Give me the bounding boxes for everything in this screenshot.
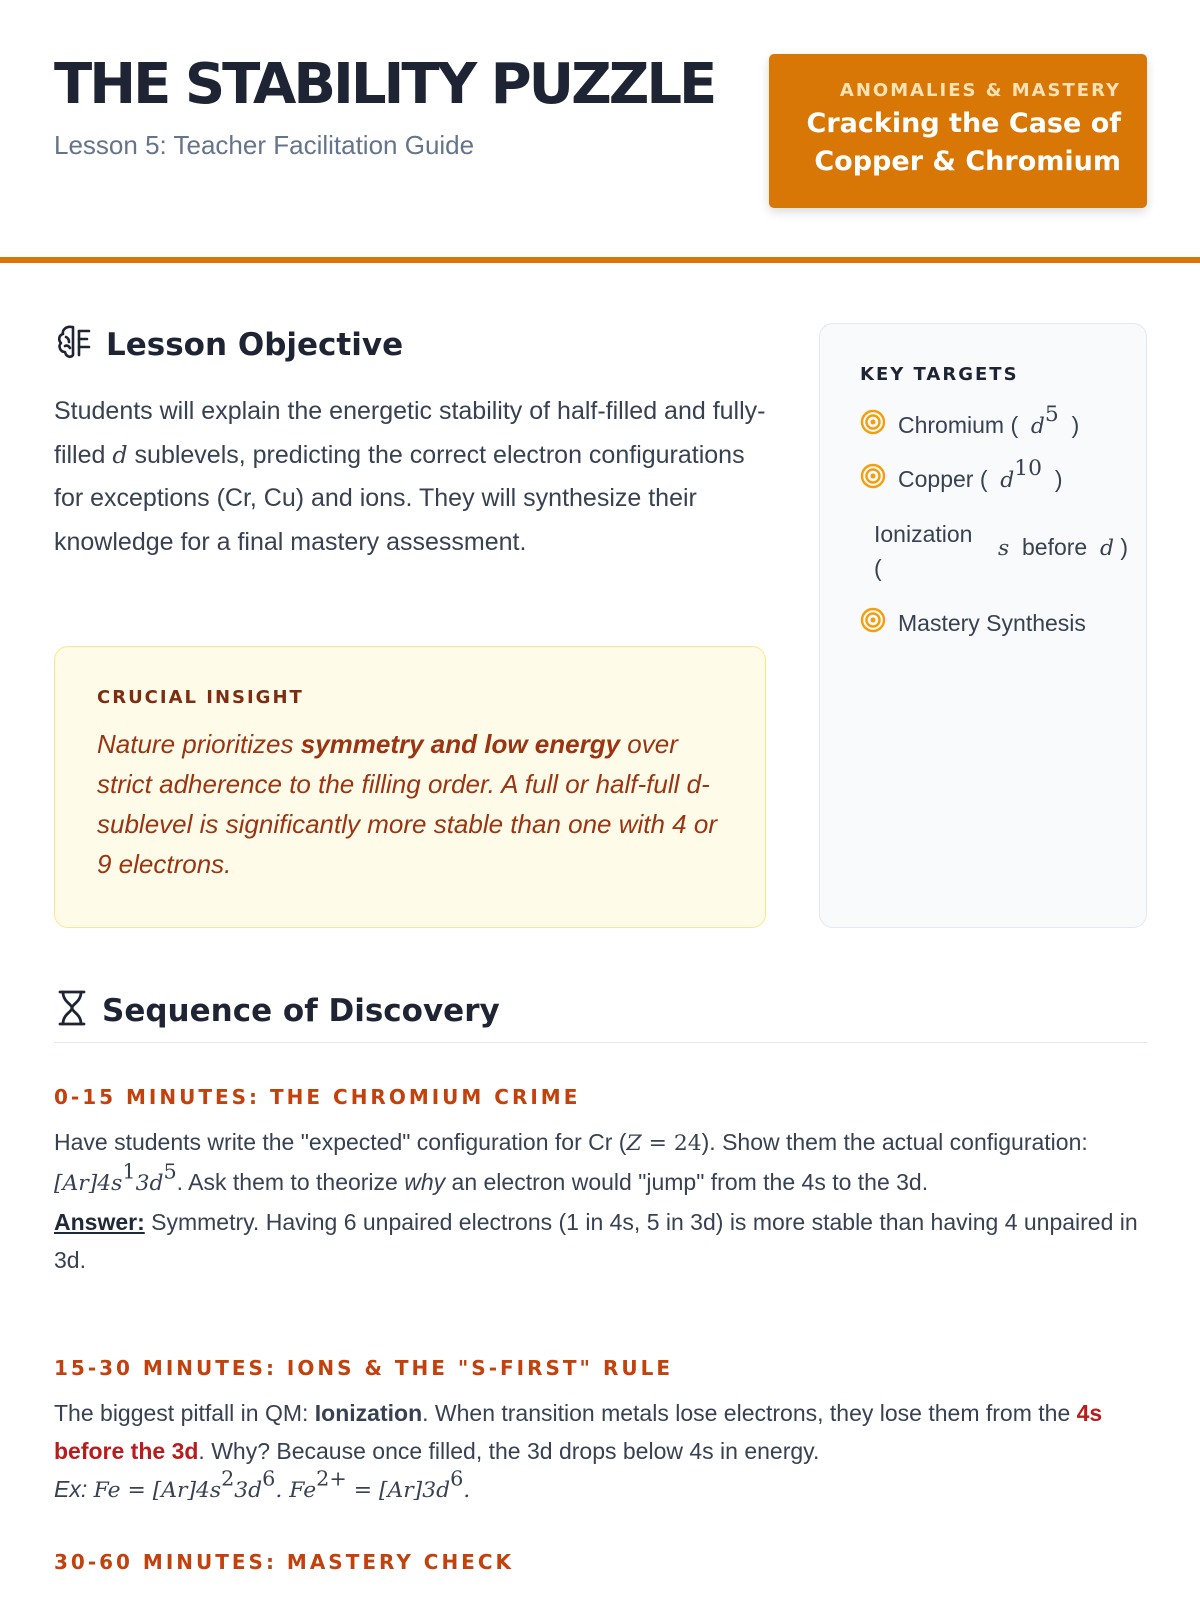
target-icon (860, 463, 886, 495)
example-line: Ex: $Fe = [Ar]4s^23d^6$. $Fe^{2+} = [Ar]3d^6$. (54, 1466, 471, 1503)
crucial-insight-box (54, 646, 766, 928)
sequence-heading-text: Sequence of Discovery (102, 992, 500, 1029)
target-item (860, 401, 1146, 441)
topic-badge (769, 54, 1147, 208)
target-icon (860, 409, 886, 441)
target-label: Mastery Synthesis (898, 609, 1086, 636)
brain-icon (54, 322, 94, 367)
badge-eyebrow: ANOMALIES & MASTERY (839, 80, 1121, 101)
badge-title-line-1: Cracking the Case of (806, 108, 1121, 139)
badge-title (769, 105, 1121, 181)
target-label: Ionization ( (874, 521, 973, 581)
answer-label: Answer: (54, 1209, 145, 1235)
target-label: Copper ( $d^{10}$ ) (898, 455, 1063, 493)
target-label: Chromium ( $d^5$ ) (898, 401, 1080, 439)
target-item (860, 607, 1146, 639)
target-label-detail: s before d ) (998, 534, 1129, 561)
page-subtitle: Lesson 5: Teacher Facilitation Guide (54, 130, 475, 160)
page-title: THE STABILITY PUZZLE (54, 52, 715, 117)
key-targets-panel (819, 323, 1147, 928)
step-text: Have students write the "expected" configuration for Cr (Z = 24). Show them the actual configuration: $[Ar]4s^13d^5$. Ask them to theorize why an electron would "jump" from the 4s to the 3d. Answer: Symmetry. Having 6 unpaired electrons (1 in 4s, 5 in 3d) is more stable than having 4 unpaired in 3d. (54, 1129, 1138, 1273)
objective-text: Students will explain the energetic stability of half-filled and fully-filled d sublevels, predicting the correct electron configurations for exceptions (Cr, Cu) and ions. They will synthesize their knowledge for a final mastery assessment. (54, 397, 766, 556)
step-title: 15-30 MINUTES: IONS & THE "S-FIRST" RULE (54, 1356, 673, 1380)
step-title: 30-60 MINUTES: MASTERY CHECK (54, 1550, 515, 1574)
target-icon (860, 607, 886, 639)
key-targets-label: KEY TARGETS (860, 364, 1019, 385)
objective-heading-text: Lesson Objective (106, 326, 404, 363)
target-item (860, 455, 1146, 495)
target-item (874, 517, 1146, 585)
hourglass-icon (54, 988, 90, 1033)
section-divider (54, 1042, 1147, 1043)
insight-text: Nature prioritizes symmetry and low energy over strict adherence to the filling order. A full or half-full d-sublevel is significantly more stable than one with 4 or 9 electrons. (97, 729, 717, 879)
step-text: The biggest pitfall in QM: Ionization. When transition metals lose electrons, they lose them from the 4s before the 3d. Why? Because once filled, the 3d drops below 4s in energy. Ex: $Fe = [Ar]4s^23d^6$. $Fe^{2+} = [Ar]3d^6$. (54, 1400, 1103, 1503)
objective-heading (54, 322, 403, 367)
badge-title-line-2: Copper & Chromium (814, 146, 1121, 177)
insight-label: CRUCIAL INSIGHT (97, 687, 304, 708)
header (0, 0, 1200, 263)
sequence-heading (54, 988, 500, 1033)
step-title: 0-15 MINUTES: THE CHROMIUM CRIME (54, 1085, 581, 1109)
